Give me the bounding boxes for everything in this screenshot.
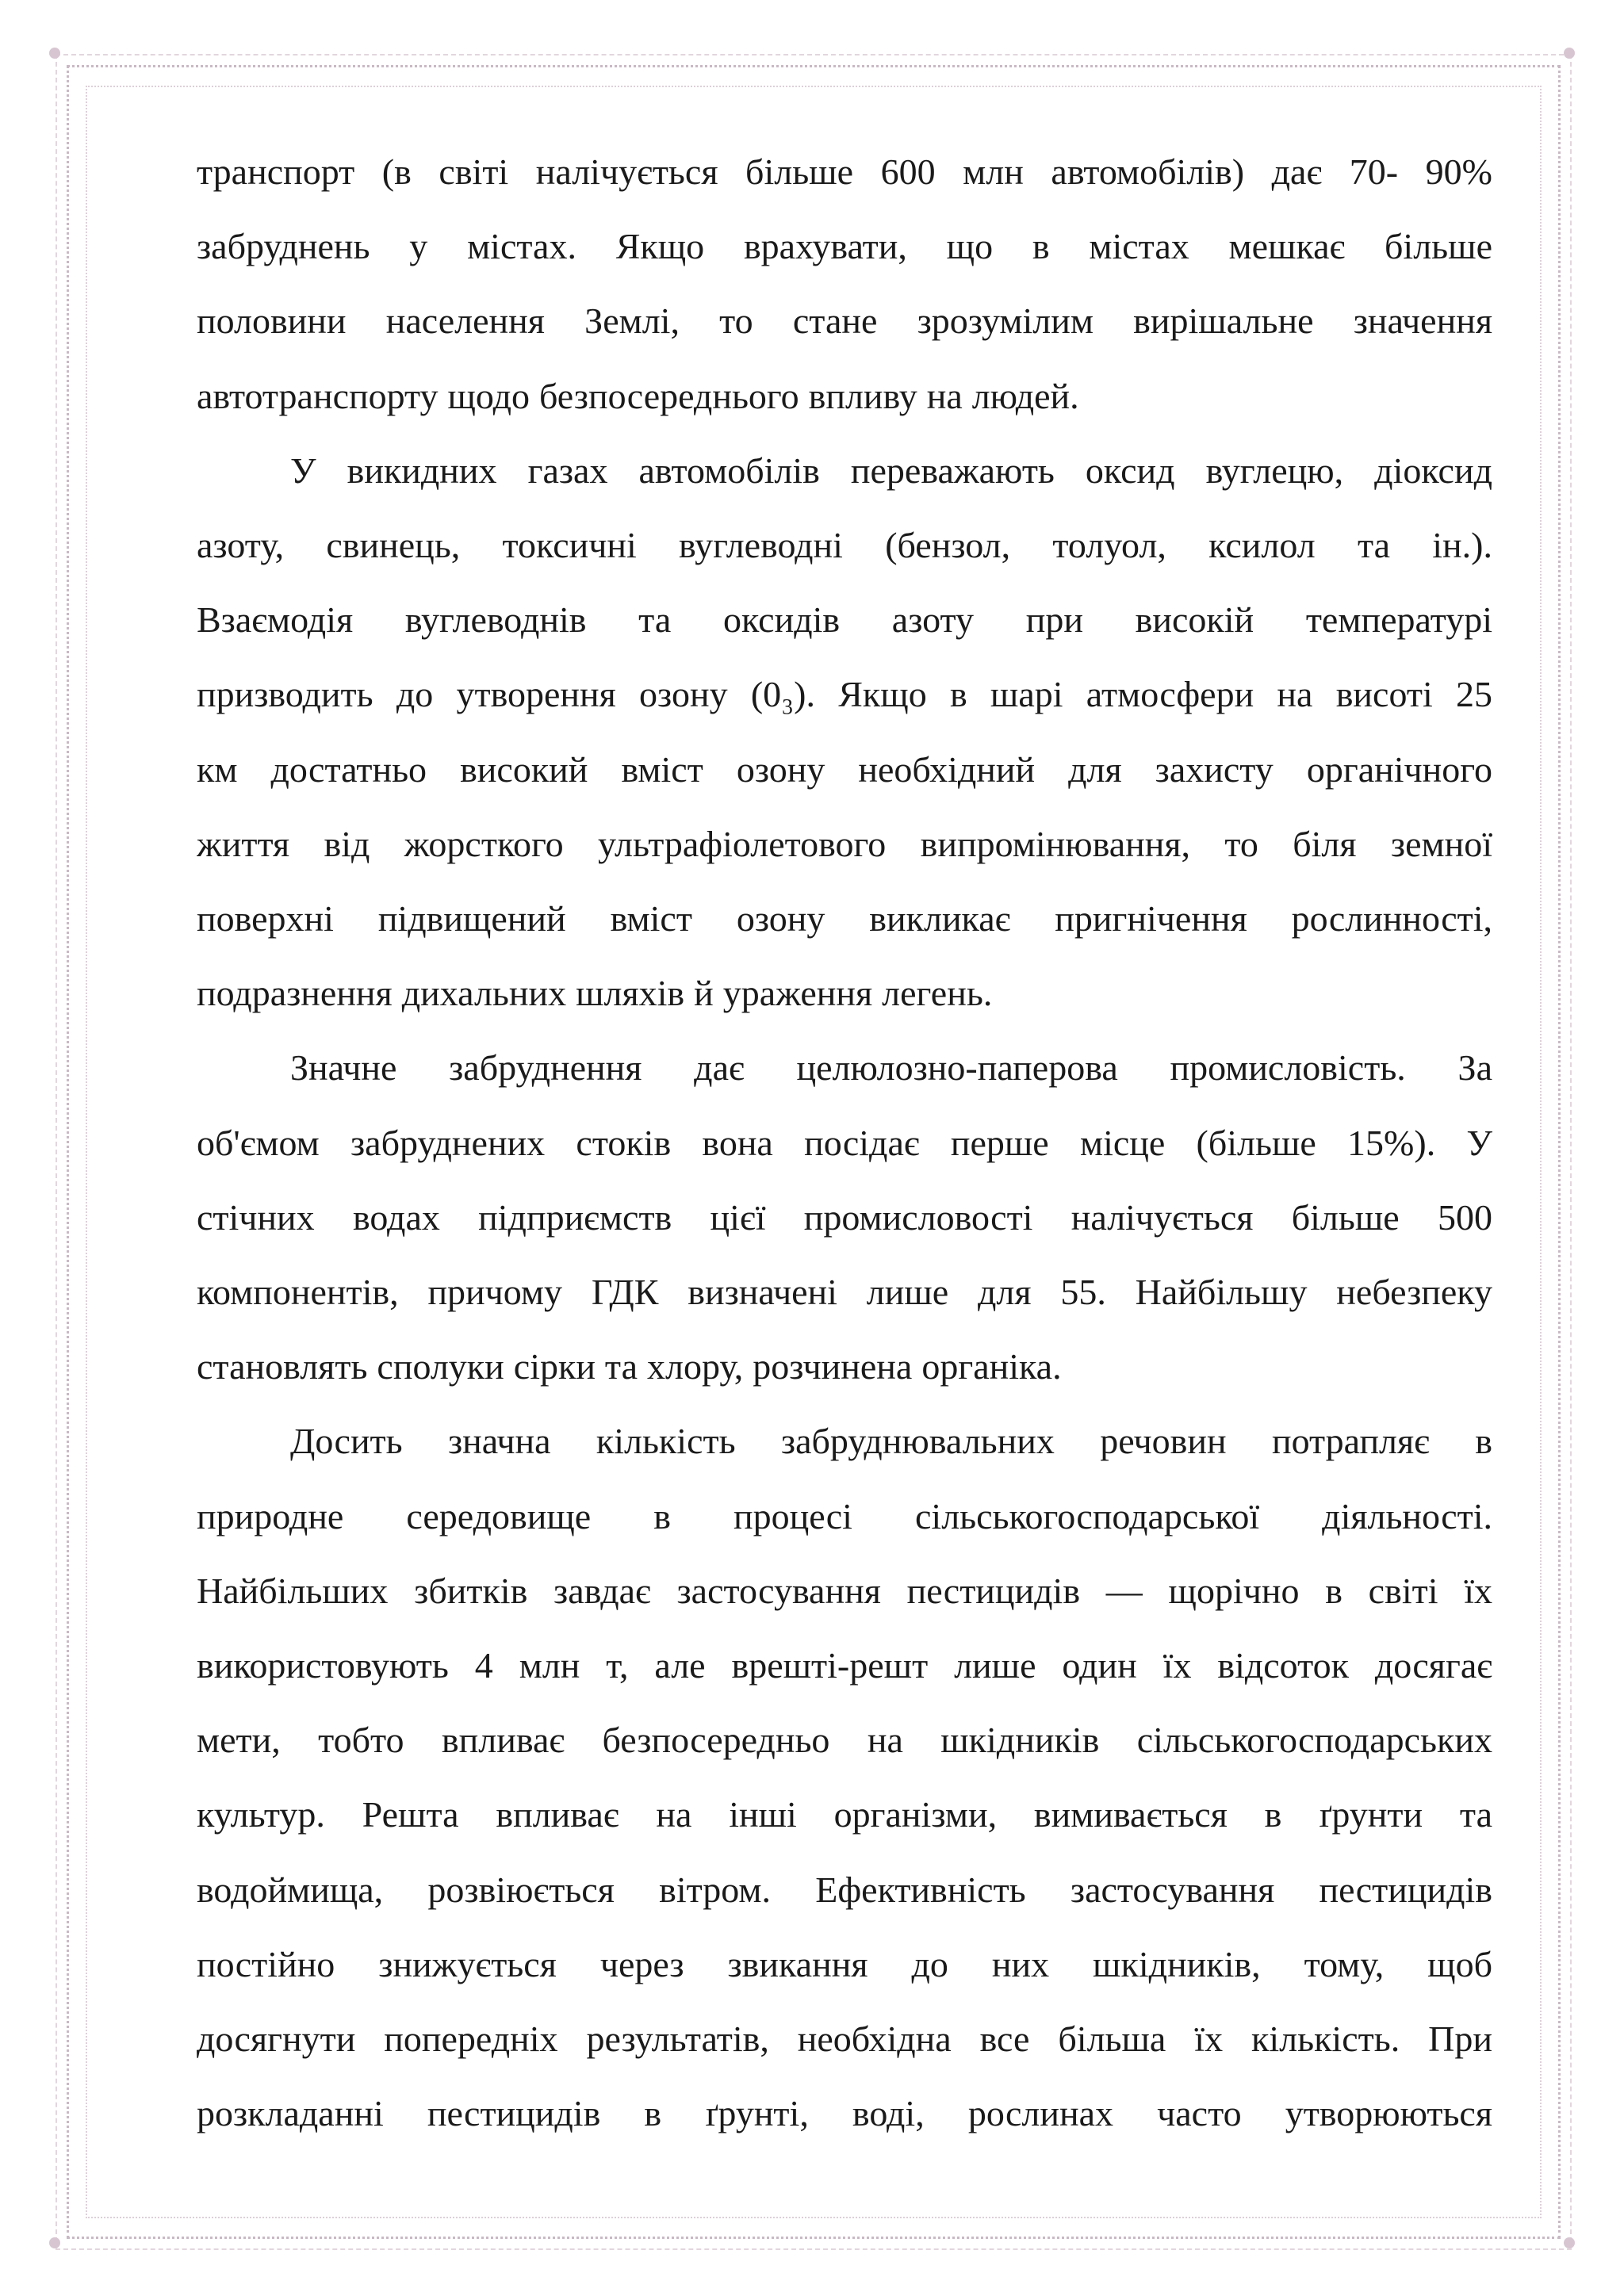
text-line: природне середовище в процесі сільськогосподарської діяльності. — [197, 1495, 1492, 1536]
text-line: постійно знижується через звикання до них шкідників, тому, щоб — [197, 1943, 1492, 1984]
text-line: призводить до утворення озону (0₃). Якщо в шарі атмосфери на висоті 25 — [197, 674, 1492, 715]
text-line: стічних водах підприємств цієї промисловості налічується більше 500 — [197, 1196, 1492, 1238]
paragraph — [197, 1031, 1492, 1404]
frame-corner-ornament-icon — [49, 2237, 60, 2248]
text-line: життя від жорсткого ультрафіолетового випромінювання, то біля земної — [197, 823, 1492, 864]
text-line: азоту, свинець, токсичні вуглеводні (бензол, толуол, ксилол та ін.). — [197, 525, 1492, 566]
frame-corner-ornament-icon — [1564, 2237, 1575, 2248]
text-line: подразнення дихальних шляхів й ураження легень. — [197, 973, 993, 1014]
text-line: досягнути попередніх результатів, необхідна все більша їх кількість. При — [197, 2019, 1492, 2060]
text-line: Взаємодія вуглеводнів та оксидів азоту при високій температурі — [197, 599, 1492, 641]
paragraph — [197, 434, 1492, 1031]
text-line: км достатньо високий вміст озону необхідний для захисту органічного — [197, 748, 1492, 790]
text-line: Значне забруднення дає целюлозно-паперова промисловість. За — [290, 1047, 1492, 1089]
frame-corner-ornament-icon — [1564, 48, 1575, 59]
text-line: У викидних газах автомобілів переважають оксид вуглецю, діоксид — [290, 450, 1492, 491]
text-line: Найбільших збитків завдає застосування пестицидів — щорічно в світі їх — [197, 1570, 1492, 1611]
text-line: розкладанні пестицидів в ґрунті, воді, рослинах часто утворюються — [197, 2093, 1492, 2134]
text-line: автотранспорту щодо безпосереднього впливу на людей. — [197, 375, 1079, 416]
text-line: половини населення Землі, то стане зрозумілим вирішальне значення — [197, 300, 1492, 342]
text-line: об'ємом забруднених стоків вона посідає перше місце (більше 15%). У — [197, 1122, 1492, 1163]
text-line: водоймища, розвіюється вітром. Ефективність застосування пестицидів — [197, 1869, 1492, 1910]
paragraph — [197, 1404, 1492, 2151]
text-line: компонентів, причому ГДК визначені лише для 55. Найбільшу небезпеку — [197, 1272, 1492, 1313]
text-line: забруднень у містах. Якщо врахувати, що в містах мешкає більше — [197, 226, 1492, 267]
text-line: транспорт (в світі налічується більше 600 млн автомобілів) дає 70- 90% — [197, 151, 1492, 192]
frame-corner-ornament-icon — [49, 48, 60, 59]
text-line: використовують 4 млн т, але врешті-решт лише один їх відсоток досягає — [197, 1645, 1492, 1686]
text-line: Досить значна кількість забруднювальних речовин потрапляє в — [290, 1421, 1492, 1462]
text-line: мети, тобто впливає безпосередньо на шкідників сільськогосподарських — [197, 1720, 1492, 1761]
body-text — [197, 135, 1492, 2151]
text-line: становлять сполуки сірки та хлору, розчинена органіка. — [197, 1346, 1062, 1387]
text-line: поверхні підвищений вміст озону викликає пригнічення рослинності, — [197, 898, 1492, 939]
paragraph — [197, 135, 1492, 434]
text-line: культур. Решта впливає на інші організми, вимивається в ґрунти та — [197, 1794, 1492, 1835]
